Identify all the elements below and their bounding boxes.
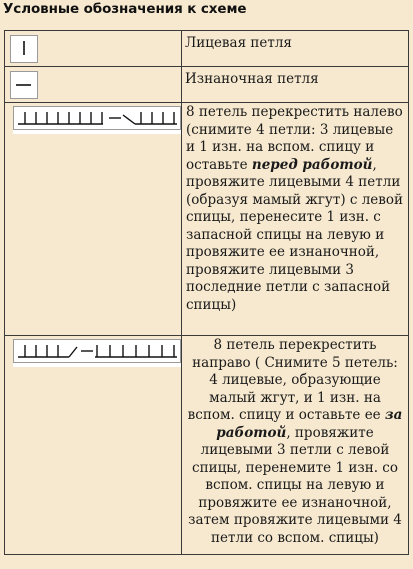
cable-right-icon xyxy=(13,339,181,367)
label-cell xyxy=(182,31,409,67)
knit-stitch-icon xyxy=(10,35,38,63)
cable-right-text-before: 8 петель перекрестить направо ( Снимите 5 петель: 4 лицевые, образующие малый жгут, и 1 изн. на вспом. спицу и оставьте ее xyxy=(187,337,398,423)
cable-left-text-after: , провяжите лицевыми 4 петли (образуя мамый жгут) с левой спицы, перенесите 1 изн. с запасной спицы на левую и провяжите ее изнаночной, провяжите лицевыми 3 последние петли с запасной спицы) xyxy=(186,156,404,313)
legend-table xyxy=(4,30,409,555)
cable-left-text-before: 8 петель перекрестить налево (снимите 4 петли: 3 лицевые и 1 изн. на вспом. спицу и оставьте xyxy=(186,104,403,173)
legend-row-cable-left xyxy=(5,103,409,336)
cable-left-icon xyxy=(13,106,181,134)
knit-stitch-label: Лицевая петля xyxy=(185,35,292,51)
purl-stitch-label: Изнаночная петля xyxy=(185,71,319,87)
symbol-cell xyxy=(5,67,182,103)
cable-right-text-after: , провяжите лицевыми 3 петли с левой спицы, перенемите 1 изн. со вспом. спицы на левую и провяжите ее изнаночной, затем провяжите лицевыми 4 петли со вспом. спицы) xyxy=(188,424,402,546)
legend-row-knit xyxy=(5,31,409,67)
legend-row-purl xyxy=(5,67,409,103)
cable-right-emphasis: за работой xyxy=(216,407,403,441)
description-cell xyxy=(182,336,409,555)
cable-left-emphasis: перед работой xyxy=(251,156,373,173)
purl-stitch-icon xyxy=(10,71,38,99)
label-cell xyxy=(182,67,409,103)
cable-left-description xyxy=(182,103,408,314)
legend-row-cable-right xyxy=(5,336,409,555)
symbol-cell xyxy=(5,103,182,336)
legend-title: Условные обозначения к схеме xyxy=(3,1,247,17)
cable-right-description xyxy=(182,336,408,547)
description-cell xyxy=(182,103,409,336)
symbol-cell xyxy=(5,31,182,67)
symbol-cell xyxy=(5,336,182,555)
